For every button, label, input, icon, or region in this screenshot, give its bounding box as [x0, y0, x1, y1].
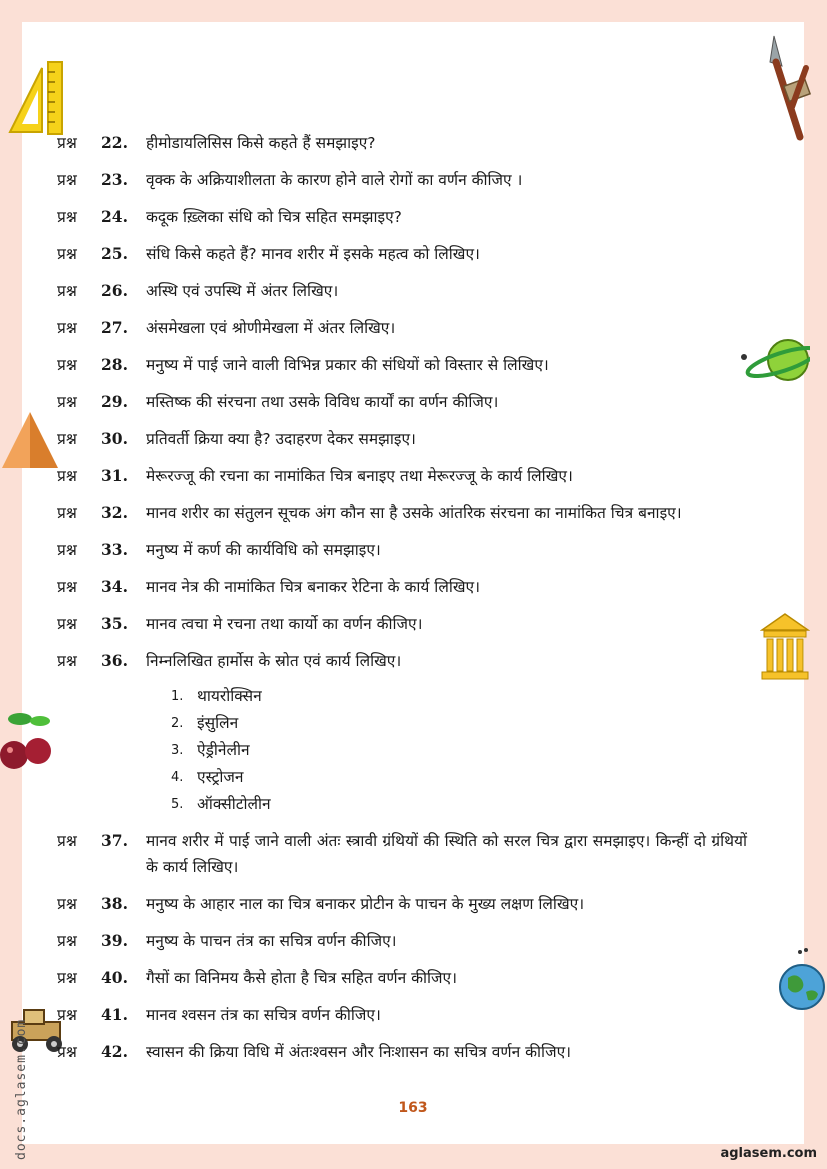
sublist-item	[171, 764, 747, 791]
planet-icon	[740, 330, 810, 390]
question-item	[57, 537, 747, 563]
question-item	[57, 241, 747, 267]
sublist-number: 2.	[171, 716, 184, 731]
question-number: 40.	[101, 968, 128, 987]
question-prefix: प्रश्न	[57, 504, 77, 522]
question-item	[57, 426, 747, 452]
question-prefix: प्रश्न	[57, 393, 77, 411]
question-text: मानव शरीर में पाई जाने वाली अंतः स्त्रावी ग्रंथियों की स्थिति को सरल चित्र द्वारा समझाइए। किन्हीं दो ग्रंथियों के कार्य लिखिए।	[146, 832, 747, 876]
question-number: 35.	[101, 614, 128, 633]
watermark: docs.aglasem.com	[14, 1018, 29, 1160]
sublist-number: 4.	[171, 770, 184, 785]
question-number: 24.	[101, 207, 128, 226]
question-number: 23.	[101, 170, 128, 189]
sublist-item	[171, 737, 747, 764]
sublist-text: इंसुलिन	[197, 714, 239, 732]
question-number: 41.	[101, 1005, 128, 1024]
sublist-text: थायरोक्सिन	[197, 687, 262, 705]
question-prefix: प्रश्न	[57, 969, 77, 987]
question-number: 25.	[101, 244, 128, 263]
question-text: मानव त्वचा मे रचना तथा कार्यो का वर्णन कीजिए।	[146, 615, 423, 633]
question-item	[57, 611, 747, 637]
ruler-setsquare-icon	[2, 60, 72, 140]
question-text: वृक्क के अक्रियाशीलता के कारण होने वाले रोगों का वर्णन कीजिए ।	[146, 171, 523, 189]
question-item	[57, 130, 747, 156]
sublist-number: 5.	[171, 797, 184, 812]
question-number: 32.	[101, 503, 128, 522]
question-text: हीमोडायलिसिस किसे कहते हैं समझाइए?	[146, 134, 376, 152]
question-prefix: प्रश्न	[57, 356, 77, 374]
question-text: मनुष्य के आहार नाल का चित्र बनाकर प्रोटीन के पाचन के मुख्य लक्षण लिखिए।	[146, 895, 585, 913]
page-number: 163	[398, 1100, 428, 1116]
question-item	[57, 167, 747, 193]
question-prefix: प्रश्न	[57, 171, 77, 189]
question-number: 38.	[101, 894, 128, 913]
question-number: 28.	[101, 355, 128, 374]
question-item	[57, 928, 747, 954]
question-item	[57, 648, 747, 674]
cherries-icon	[0, 707, 60, 777]
sublist-number: 3.	[171, 743, 184, 758]
question-item	[57, 891, 747, 917]
question-text: अस्थि एवं उपस्थि में अंतर लिखिए।	[146, 282, 339, 300]
sublist-text: ऐड्रीनेलीन	[197, 741, 250, 759]
question-text: मनुष्य में कर्ण की कार्यविधि को समझाइए।	[146, 541, 381, 559]
question-number: 31.	[101, 466, 128, 485]
question-prefix: प्रश्न	[57, 578, 77, 596]
question-prefix: प्रश्न	[57, 1043, 77, 1061]
page-sheet	[22, 22, 804, 1144]
question-item	[57, 463, 747, 489]
sublist-item	[171, 791, 747, 818]
question-item	[57, 204, 747, 230]
sublist-item	[171, 710, 747, 737]
question-prefix: प्रश्न	[57, 832, 77, 850]
question-text: मानव नेत्र की नामांकित चित्र बनाकर रेटिना के कार्य लिखिए।	[146, 578, 480, 596]
sublist-text: ऑक्सीटोलीन	[197, 795, 271, 813]
question-number: 30.	[101, 429, 128, 448]
question-text: मस्तिष्क की संरचना तथा उसके विविध कार्यों का वर्णन कीजिए।	[146, 393, 499, 411]
question-prefix: प्रश्न	[57, 467, 77, 485]
question-item	[57, 278, 747, 304]
question-text: मानव श्वसन तंत्र का सचित्र वर्णन कीजिए।	[146, 1006, 381, 1024]
question-item	[57, 315, 747, 341]
question-prefix: प्रश्न	[57, 208, 77, 226]
question-text: मनुष्य में पाई जाने वाली विभिन्न प्रकार की संधियों को विस्तार से लिखिए।	[146, 356, 549, 374]
question-number: 34.	[101, 577, 128, 596]
question-number: 33.	[101, 540, 128, 559]
question-item	[57, 828, 747, 880]
question-prefix: प्रश्न	[57, 282, 77, 300]
hormone-sublist	[171, 683, 747, 818]
question-item	[57, 1002, 747, 1028]
question-number: 29.	[101, 392, 128, 411]
question-prefix: प्रश्न	[57, 652, 77, 670]
question-item	[57, 574, 747, 600]
question-item	[57, 965, 747, 991]
question-text: अंसमेखला एवं श्रोणीमेखला में अंतर लिखिए।	[146, 319, 396, 337]
question-prefix: प्रश्न	[57, 1006, 77, 1024]
question-item	[57, 352, 747, 378]
tools-icon	[762, 32, 822, 147]
question-number: 39.	[101, 931, 128, 950]
question-text: स्वासन की क्रिया विधि में अंतःश्वसन और निःशासन का सचित्र वर्णन कीजिए।	[146, 1043, 572, 1061]
question-number: 37.	[101, 831, 128, 850]
question-prefix: प्रश्न	[57, 134, 77, 152]
sublist-text: एस्ट्रोजन	[197, 768, 244, 786]
question-item	[57, 1039, 747, 1065]
question-prefix: प्रश्न	[57, 245, 77, 263]
globe-icon	[774, 942, 827, 1012]
question-prefix: प्रश्न	[57, 895, 77, 913]
question-text: मेरूरज्जू की रचना का नामांकित चित्र बनाइए तथा मेरूरज्जू के कार्य लिखिए।	[146, 467, 573, 485]
pyramid-icon	[0, 410, 60, 470]
question-text: प्रतिवर्ती क्रिया क्या है? उदाहरण देकर समझाइए।	[146, 430, 416, 448]
question-number: 42.	[101, 1042, 128, 1061]
question-item	[57, 500, 747, 526]
question-number: 27.	[101, 318, 128, 337]
temple-icon	[760, 612, 810, 682]
question-prefix: प्रश्न	[57, 541, 77, 559]
question-list	[57, 130, 747, 1076]
question-prefix: प्रश्न	[57, 932, 77, 950]
question-prefix: प्रश्न	[57, 430, 77, 448]
question-number: 22.	[101, 133, 128, 152]
sublist-number: 1.	[171, 689, 184, 704]
question-prefix: प्रश्न	[57, 319, 77, 337]
question-text: गैसों का विनिमय कैसे होता है चित्र सहित वर्णन कीजिए।	[146, 969, 457, 987]
footer-domain[interactable]: aglasem.com	[720, 1146, 817, 1161]
question-number: 26.	[101, 281, 128, 300]
question-text: कदूक ख़्लिका संधि को चित्र सहित समझाइए?	[146, 208, 402, 226]
question-text: मानव शरीर का संतुलन सूचक अंग कौन सा है उसके आंतरिक संरचना का नामांकित चित्र बनाइए।	[146, 504, 682, 522]
question-item	[57, 389, 747, 415]
question-number: 36.	[101, 651, 128, 670]
question-text: मनुष्य के पाचन तंत्र का सचित्र वर्णन कीजिए।	[146, 932, 397, 950]
question-prefix: प्रश्न	[57, 615, 77, 633]
sublist-item	[171, 683, 747, 710]
question-text: निम्नलिखित हार्मोस के स्रोत एवं कार्य लिखिए।	[146, 652, 402, 670]
question-text: संधि किसे कहते हैं? मानव शरीर में इसके महत्व को लिखिए।	[146, 245, 480, 263]
